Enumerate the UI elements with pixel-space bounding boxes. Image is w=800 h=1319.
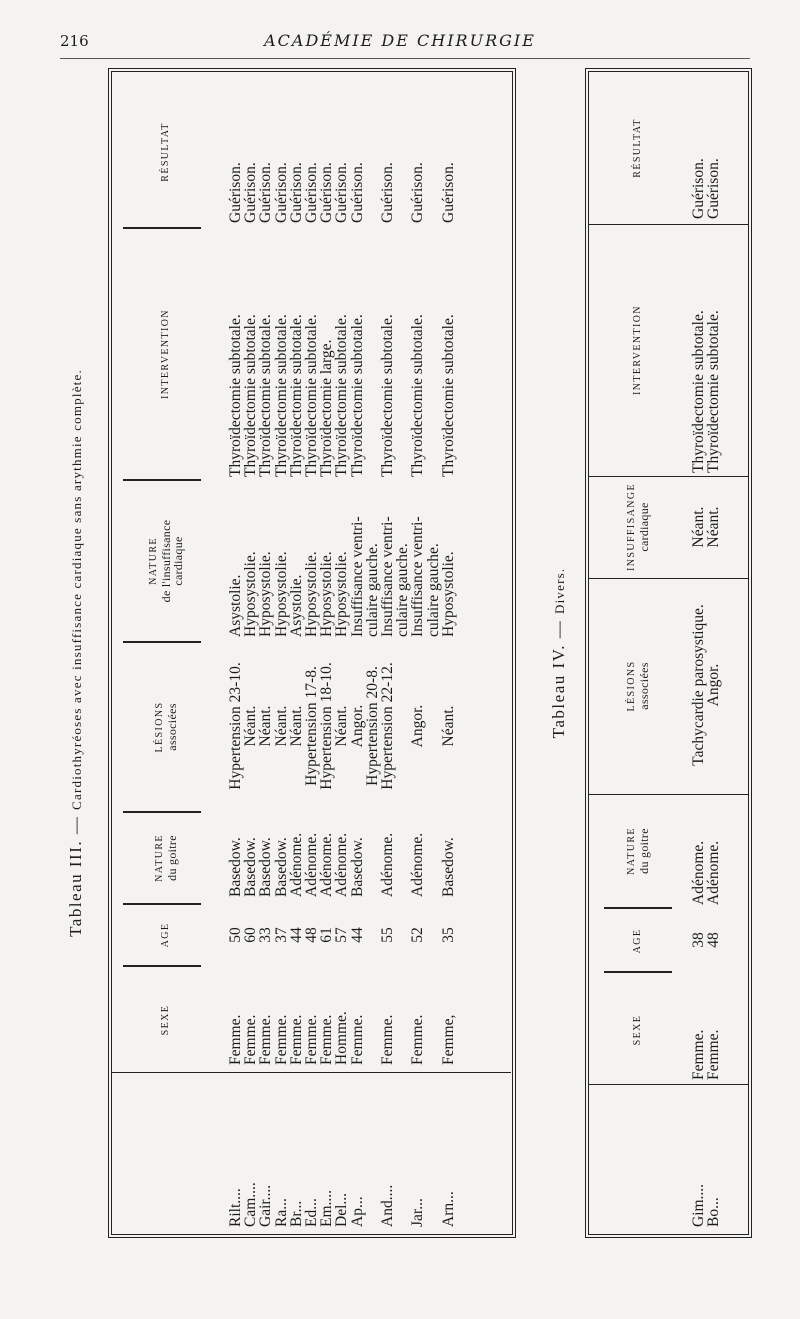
- cell-insuff: culaire gauche.: [394, 543, 412, 637]
- cell-lesions: Hypertension 23-10.: [227, 662, 244, 790]
- cell-name: Gair....: [257, 1184, 275, 1227]
- table-row: [289, 73, 304, 1235]
- col-header-lesions: LÉSIONS associées: [154, 701, 179, 753]
- col-header-insuffisance: NATURE de l'insuffisance cardiaque: [148, 519, 185, 603]
- cell-lesions: Angor.: [705, 663, 723, 707]
- cell-sexe: Femme.: [272, 1014, 290, 1065]
- cell-intervention: Thyroïdectomie subtotale.: [287, 314, 305, 477]
- cell-lesions: Néant.: [272, 705, 290, 747]
- cell-intervention: Thyroïdectomie subtotale.: [379, 314, 396, 477]
- cell-age: 44: [348, 927, 366, 943]
- cell-intervention: Thyroïdectomie large.: [318, 339, 336, 477]
- cell-lesions: Néant.: [439, 705, 457, 747]
- cell-sexe: Femme.: [318, 1014, 336, 1065]
- cell-age: 60: [242, 927, 260, 943]
- col-sep: [604, 907, 672, 909]
- cell-insuff: Insuffisance ventri-: [348, 516, 366, 637]
- page-number: 216: [60, 32, 89, 50]
- cell-sexe: Femme.: [409, 1014, 427, 1065]
- table-row: [441, 73, 456, 1235]
- cell-lesions: Néant.: [333, 705, 351, 747]
- col-header-sexe: SEXE: [632, 1014, 643, 1046]
- running-title: ACADÉMIE DE CHIRURGIE: [264, 31, 536, 50]
- table-row: [350, 73, 365, 1235]
- cell-resultat: Guérison.: [318, 162, 336, 223]
- col-sep: [123, 903, 201, 905]
- cell-lesions: Hypertension 22-12.: [379, 662, 396, 790]
- cell-intervention: Thyroïdectomie subtotale.: [348, 314, 366, 477]
- cell-nature: Basedow.: [242, 837, 260, 897]
- col-header-nature: NATURE du goitre: [154, 834, 179, 882]
- cell-age: 52: [409, 927, 427, 943]
- cell-nature: Adénome.: [705, 840, 723, 905]
- cell-resultat: Guérison.: [690, 158, 707, 219]
- cell-insuff: Hyposystolie.: [242, 551, 260, 637]
- table-3-caption: [66, 68, 86, 1238]
- cell-insuff: culaire gauche.: [363, 543, 381, 637]
- table-row: [319, 73, 334, 1235]
- cell-sexe: Femme.: [690, 1029, 707, 1080]
- table-4-caption-rest: Divers.: [552, 567, 567, 614]
- cell-sexe: Femme.: [379, 1014, 396, 1065]
- cell-nature: Basedow.: [348, 837, 366, 897]
- cell-resultat: Guérison.: [348, 162, 366, 223]
- cell-name: Ap...: [348, 1196, 366, 1227]
- cell-resultat: Guérison.: [242, 162, 260, 223]
- cell-resultat: Guérison.: [705, 158, 723, 219]
- table-row: [365, 73, 380, 1235]
- col-sep: [123, 227, 201, 229]
- col-header-insuffisance: INSUFFISANGE cardiaque: [626, 483, 651, 571]
- table-row: [691, 73, 706, 1235]
- cell-intervention: Thyroïdectomie subtotale.: [257, 314, 275, 477]
- cell-name: Cam....: [242, 1182, 260, 1227]
- cell-nature: Adénome.: [690, 840, 707, 905]
- col-sep: [588, 578, 748, 579]
- table-row: [706, 73, 721, 1235]
- table-row: [395, 73, 410, 1235]
- table-4-header: [588, 73, 688, 1235]
- col-sep: [123, 479, 201, 481]
- cell-age: 48: [303, 927, 320, 943]
- cell-nature: Adénome.: [409, 832, 427, 897]
- cell-nature: Basedow.: [439, 837, 457, 897]
- cell-age: 44: [287, 927, 305, 943]
- cell-insuff: Hyposystolie.: [257, 551, 275, 637]
- cell-sexe: Femme.: [303, 1014, 320, 1065]
- table-row: [380, 73, 395, 1235]
- cell-insuff: Hyposystolie.: [272, 551, 290, 637]
- cell-intervention: Thyroïdectomie subtotale.: [303, 314, 320, 477]
- cell-sexe: Femme.: [227, 1014, 244, 1065]
- table-3-header: [111, 73, 221, 1235]
- cell-name: Bo...: [705, 1197, 723, 1227]
- table-row: [410, 73, 425, 1235]
- col-sep: [123, 811, 201, 813]
- cell-resultat: Guérison.: [287, 162, 305, 223]
- cell-resultat: Guérison.: [272, 162, 290, 223]
- cell-name: Jar...: [409, 1198, 427, 1227]
- table-row: [243, 73, 258, 1235]
- cell-resultat: Guérison.: [227, 162, 244, 223]
- cell-nature: Basedow.: [257, 837, 275, 897]
- cell-age: 38: [690, 932, 707, 948]
- cell-intervention: Thyroïdectomie subtotale.: [409, 314, 427, 477]
- cell-insuff: Hyposystolie.: [333, 551, 351, 637]
- cell-name: Em....: [318, 1189, 336, 1227]
- cell-resultat: Guérison.: [379, 162, 396, 223]
- cell-insuff: Néant.: [705, 506, 723, 548]
- cell-insuff: Asystolie.: [227, 574, 244, 637]
- table-3: [58, 68, 518, 1238]
- table-3-caption-main: Tableau III. —: [66, 809, 85, 937]
- cell-age: 50: [227, 927, 244, 943]
- col-header-resultat: RÉSULTAT: [632, 118, 643, 178]
- cell-age: 35: [439, 927, 457, 943]
- cell-lesions: Angor.: [409, 704, 427, 748]
- col-sep: [588, 224, 748, 225]
- col-header-sexe: SEXE: [160, 1004, 171, 1036]
- cell-intervention: Thyroïdectomie subtotale.: [272, 314, 290, 477]
- cell-insuff: Hyposystolie.: [439, 551, 457, 637]
- col-header-intervention: INTERVENTION: [160, 309, 171, 399]
- table-row: [274, 73, 289, 1235]
- table-4: [549, 68, 755, 1238]
- cell-sexe: Homme.: [333, 1011, 351, 1065]
- header-rule: [60, 58, 750, 59]
- cell-lesions: Hypertension 18-10.: [318, 662, 336, 790]
- table-row: [334, 73, 349, 1235]
- cell-lesions: Hypertension 17-8.: [303, 666, 320, 786]
- cell-name: Rilt....: [227, 1188, 244, 1227]
- cell-resultat: Guérison.: [257, 162, 275, 223]
- cell-name: Arn...: [439, 1191, 457, 1227]
- cell-sexe: Femme.: [257, 1014, 275, 1065]
- cell-intervention: Thyroïdectomie subtotale.: [439, 314, 457, 477]
- cell-intervention: Thyroïdectomie subtotale.: [333, 314, 351, 477]
- col-sep: [588, 1084, 748, 1085]
- cell-name: Br...: [287, 1200, 305, 1227]
- cell-age: 37: [272, 927, 290, 943]
- cell-resultat: Guérison.: [303, 162, 320, 223]
- col-header-age: AGE: [160, 922, 171, 948]
- cell-age: 61: [318, 927, 336, 943]
- cell-sexe: Femme.: [348, 1014, 366, 1065]
- col-header-lesions: LÉSIONS associées: [626, 660, 651, 712]
- cell-nature: Adénome.: [287, 832, 305, 897]
- cell-resultat: Guérison.: [333, 162, 351, 223]
- cell-lesions: Néant.: [287, 705, 305, 747]
- cell-nature: Adénome.: [318, 832, 336, 897]
- cell-intervention: Thyroïdectomie subtotale.: [690, 310, 707, 473]
- cell-name: Gim....: [690, 1183, 707, 1227]
- cell-sexe: Femme.: [242, 1014, 260, 1065]
- table-row: [304, 73, 319, 1235]
- cell-resultat: Guérison.: [439, 162, 457, 223]
- cell-insuff: Insuffisance ventri-: [409, 516, 427, 637]
- cell-insuff: Néant.: [690, 506, 707, 548]
- table-row: [258, 73, 273, 1235]
- cell-sexe: Femme.: [287, 1014, 305, 1065]
- cell-nature: Adénome.: [333, 832, 351, 897]
- table-4-caption: [549, 68, 569, 1238]
- col-sep: [588, 476, 748, 477]
- cell-intervention: Thyroïdectomie subtotale.: [227, 314, 244, 477]
- cell-resultat: Guérison.: [409, 162, 427, 223]
- col-sep: [588, 794, 748, 795]
- table-4-caption-main: Tableau IV. —: [549, 614, 568, 739]
- col-header-resultat: RÉSULTAT: [160, 122, 171, 182]
- table-3-caption-rest: Cardiothyréoses avec insuffisance cardiaque sans arythmie complète.: [69, 369, 84, 810]
- col-header-nature: NATURE du goitre: [626, 827, 651, 875]
- cell-intervention: Thyroïdectomie subtotale.: [242, 314, 260, 477]
- table-row: [426, 73, 441, 1235]
- col-header-intervention: INTERVENTION: [632, 305, 643, 395]
- col-header-age: AGE: [632, 928, 643, 954]
- cell-nature: Basedow.: [272, 837, 290, 897]
- cell-sexe: Femme,: [439, 1014, 457, 1065]
- col-sep: [123, 641, 201, 643]
- cell-name: Ra...: [272, 1198, 290, 1227]
- cell-insuff: Insuffisance ventri-: [379, 516, 396, 637]
- col-sep: [123, 965, 201, 967]
- cell-age: 48: [705, 932, 723, 948]
- cell-insuff: Hyposystolie.: [318, 551, 336, 637]
- cell-name: Ed...: [303, 1198, 320, 1227]
- cell-name: Del...: [333, 1192, 351, 1227]
- cell-insuff: culaire gauche.: [424, 543, 442, 637]
- col-sep: [604, 971, 672, 973]
- cell-nature: Basedow.: [227, 837, 244, 897]
- cell-name: And....: [379, 1184, 396, 1227]
- cell-lesions: Tachycardie parosystique.: [690, 604, 707, 766]
- cell-age: 55: [379, 927, 396, 943]
- cell-insuff: Hyposystolie.: [303, 551, 320, 637]
- table-row: [228, 73, 243, 1235]
- cell-sexe: Femme.: [705, 1029, 723, 1080]
- cell-age: 33: [257, 927, 275, 943]
- cell-lesions: Néant.: [242, 705, 260, 747]
- cell-lesions: Angor.: [348, 704, 366, 748]
- cell-intervention: Thyroïdectomie subtotale.: [705, 310, 723, 473]
- cell-age: 57: [333, 927, 351, 943]
- cell-lesions: Hypertension 20-8.: [363, 666, 381, 786]
- cell-nature: Adénome.: [303, 832, 320, 897]
- cell-nature: Adénome.: [379, 832, 396, 897]
- cell-lesions: Néant.: [257, 705, 275, 747]
- cell-insuff: Asystolie.: [287, 574, 305, 637]
